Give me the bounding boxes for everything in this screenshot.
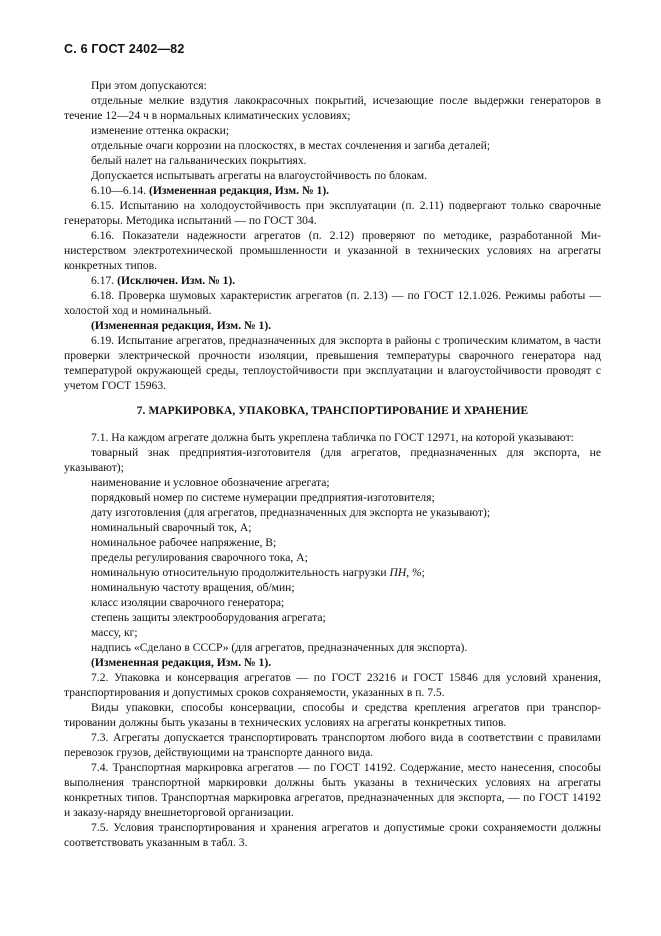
duty-symbol: ПН, %	[389, 566, 422, 579]
page-header: С. 6 ГОСТ 2402—82	[64, 42, 185, 56]
clause-number: 6.17.	[91, 274, 115, 287]
list-item: номинальное рабочее напряжение, В;	[91, 536, 277, 549]
list-item: номинальный сварочный ток, А;	[91, 521, 252, 534]
paragraph-allowed: При этом допускаются:	[91, 79, 207, 92]
list-item: номинальную частоту вращения, об/мин;	[91, 581, 295, 594]
paragraph-shade: изменение оттенка окраски;	[91, 124, 230, 137]
clause-7-5: 7.5. Условия транспортирования и хранения агрегатов и допустимые сроки сохраняемости должны соответствовать указанным в табл. 3.	[64, 821, 601, 849]
paragraph-corrosion: отдельные очаги коррозии на плоскостях, в местах сочленения и загиба деталей;	[91, 139, 491, 152]
paragraph-humidity: Допускается испытывать агрегаты на влагоустойчивость по блокам.	[91, 169, 428, 182]
clause-6-19: 6.19. Испытание агрегатов, предназначенных для экспорта в районы с тропическим климатом, в части проверки электрической прочности изоляции, превышения температуры сварочного генератора над температурой окружающей среды, теплоустойчивости при эксплуатации и влагоустойчивости проводят с учетом ГОСТ 15963.	[64, 334, 601, 392]
list-item: наименование и условное обозначение агрегата;	[91, 476, 330, 489]
clause-7-2: 7.2. Упаковка и консервация агрегатов — по ГОСТ 23216 и ГОСТ 15846 для условий хранения, транспортирования и допустимых сроков сохраняемости, указанных в п. 7.5.	[64, 671, 601, 699]
revision-note: (Измененная редакция, Изм. № 1).	[91, 656, 272, 669]
list-item: дату изготовления (для агрегатов, предназначенных для экспорта не указывают);	[91, 506, 491, 519]
list-item: класс изоляции сварочного генератора;	[91, 596, 285, 609]
clause-6-18: 6.18. Проверка шумовых характеристик агрегатов (п. 2.13) — по ГОСТ 12.1.026. Режимы работы — холостой ход и номинальный.	[64, 289, 601, 317]
clause-7-2-continued: Виды упаковки, способы консервации, способы и средства крепления агрегатов при транспортировании должны быть указаны в технических условиях на агрегаты конкретных типов.	[64, 701, 601, 729]
list-item: степень защиты электрооборудования агрегата;	[91, 611, 326, 624]
list-item: надпись «Сделано в СССР» (для агрегатов, предназначенных для экспорта).	[91, 641, 468, 654]
list-item: товарный знак предприятия-изготовителя (для агрегатов, предназначенных для экспорта, не указывают);	[64, 446, 601, 474]
list-item-end: ;	[421, 566, 425, 579]
list-item	[64, 565, 601, 580]
list-item: порядковый номер по системе нумерации предприятия-изготовителя;	[91, 491, 435, 504]
document-body	[64, 78, 601, 850]
revision-note: (Измененная редакция, Изм. № 1).	[91, 319, 272, 332]
clause-6-17	[64, 273, 601, 288]
clause-7-4: 7.4. Транспортная маркировка агрегатов — по ГОСТ 14192. Содержание, место нанесения, способы выполнения транспортной маркировки должны быть указаны в технических условиях на агрегаты конкретных типов. Транспортная маркировка агрегатов, предназначенных для экспорта, — по ГОСТ 14192 и заказу-наряду внешнеторговой организации.	[64, 761, 601, 819]
section-title: 7. МАРКИРОВКА, УПАКОВКА, ТРАНСПОРТИРОВАНИЕ И ХРАНЕНИЕ	[136, 405, 529, 417]
list-item: пределы регулирования сварочного тока, А;	[91, 551, 308, 564]
list-item: массу, кг;	[91, 626, 138, 639]
paragraph-bubbles: отдельные мелкие вздутия лакокрасочных покрытий, исчезающие после выдержки генераторов в течение 12—24 ч в нормальных климатических условиях;	[64, 94, 601, 122]
clause-7-1: 7.1. На каждом агрегате должна быть укреплена табличка по ГОСТ 12971, на которой указывают:	[91, 431, 574, 444]
clause-6-15: 6.15. Испытанию на холодоустойчивость при эксплуатации (п. 2.11) подвергают только сварочные генераторы. Методика испытаний — по ГОСТ 304.	[64, 199, 601, 227]
list-item-text: номинальную относительную продолжительность нагрузки	[91, 566, 387, 579]
clause-6-16: 6.16. Показатели надежности агрегатов (п. 2.12) проверяют по методике, разработанной Министерством электротехнической промышленности и указанной в технических условиях на агрегаты конкретных типов.	[64, 229, 601, 272]
paragraph-white-deposit: белый налет на гальванических покрытиях.	[91, 154, 307, 167]
clause-6-10	[64, 183, 601, 198]
revision-note: (Измененная редакция, Изм. № 1).	[148, 184, 330, 197]
clause-number: 6.10—6.14.	[91, 184, 147, 197]
clause-7-3: 7.3. Агрегаты допускается транспортировать транспортом любого вида в соответствии с правилами перевозок грузов, действующими на транспорте данного вида.	[64, 731, 601, 759]
revision-note: (Исключен. Изм. № 1).	[117, 274, 236, 287]
